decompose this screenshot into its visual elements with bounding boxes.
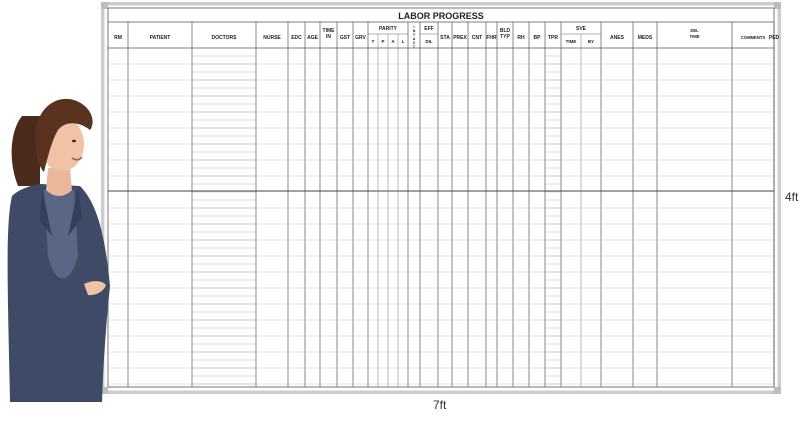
column-header-del_time: DEL TIME — [689, 28, 700, 39]
column-header-rh: RH — [517, 35, 525, 41]
column-header-bld_typ: BLD TYP — [499, 28, 511, 40]
column-header-eff: EFF — [424, 26, 434, 32]
column-header-age: AGE — [307, 35, 318, 41]
column-header-ped: PED — [768, 35, 780, 41]
column-header-rm: RM — [114, 35, 122, 41]
column-header-bp: BP — [533, 35, 541, 41]
column-header-intact: I N T A C T — [412, 25, 416, 49]
column-header-fhr: FHR — [486, 35, 497, 41]
column-header-parity: PARITY — [379, 26, 397, 32]
column-header-sta: STA — [440, 35, 450, 41]
column-header-doctors: DOCTORS — [211, 35, 237, 41]
column-header-tpr: TPR — [548, 35, 558, 41]
board-title: LABOR PROGRESS — [398, 11, 484, 21]
column-header-nurse: NURSE — [263, 35, 281, 41]
column-header-sve: SVE — [575, 26, 587, 32]
column-header-time_in: TIME IN — [322, 28, 335, 40]
column-header-gst: GST — [339, 35, 351, 41]
column-header-prex: PREX — [453, 35, 467, 41]
frame-corner — [774, 2, 781, 9]
column-subheader-sve-time: TIME — [565, 39, 577, 44]
height-dimension-label: 4ft — [785, 190, 799, 204]
presenter-woman-illustration — [0, 86, 115, 402]
column-subheader-parity-t: T — [371, 39, 375, 44]
column-subheader-parity-a: A — [391, 39, 395, 44]
column-header-anes: ANES — [610, 35, 624, 41]
column-header-edc: EDC — [291, 35, 302, 41]
column-header-patient: PATIENT — [149, 35, 171, 41]
column-subheader-parity-l: L — [401, 39, 405, 44]
frame-corner — [774, 387, 781, 394]
frame-corner — [101, 2, 108, 9]
column-subheader-eff-dil: DIL — [425, 39, 433, 44]
width-dimension-label: 7ft — [433, 398, 447, 412]
column-header-comments: COMMENTS — [740, 35, 766, 40]
labor-progress-board — [108, 8, 780, 387]
column-header-cnt: CNT — [471, 35, 483, 41]
column-header-grv: GRV — [355, 35, 366, 41]
column-subheader-parity-p: P — [381, 39, 385, 44]
column-header-meds: MEDS — [637, 35, 653, 41]
column-subheader-sve-by: BY — [587, 39, 595, 44]
